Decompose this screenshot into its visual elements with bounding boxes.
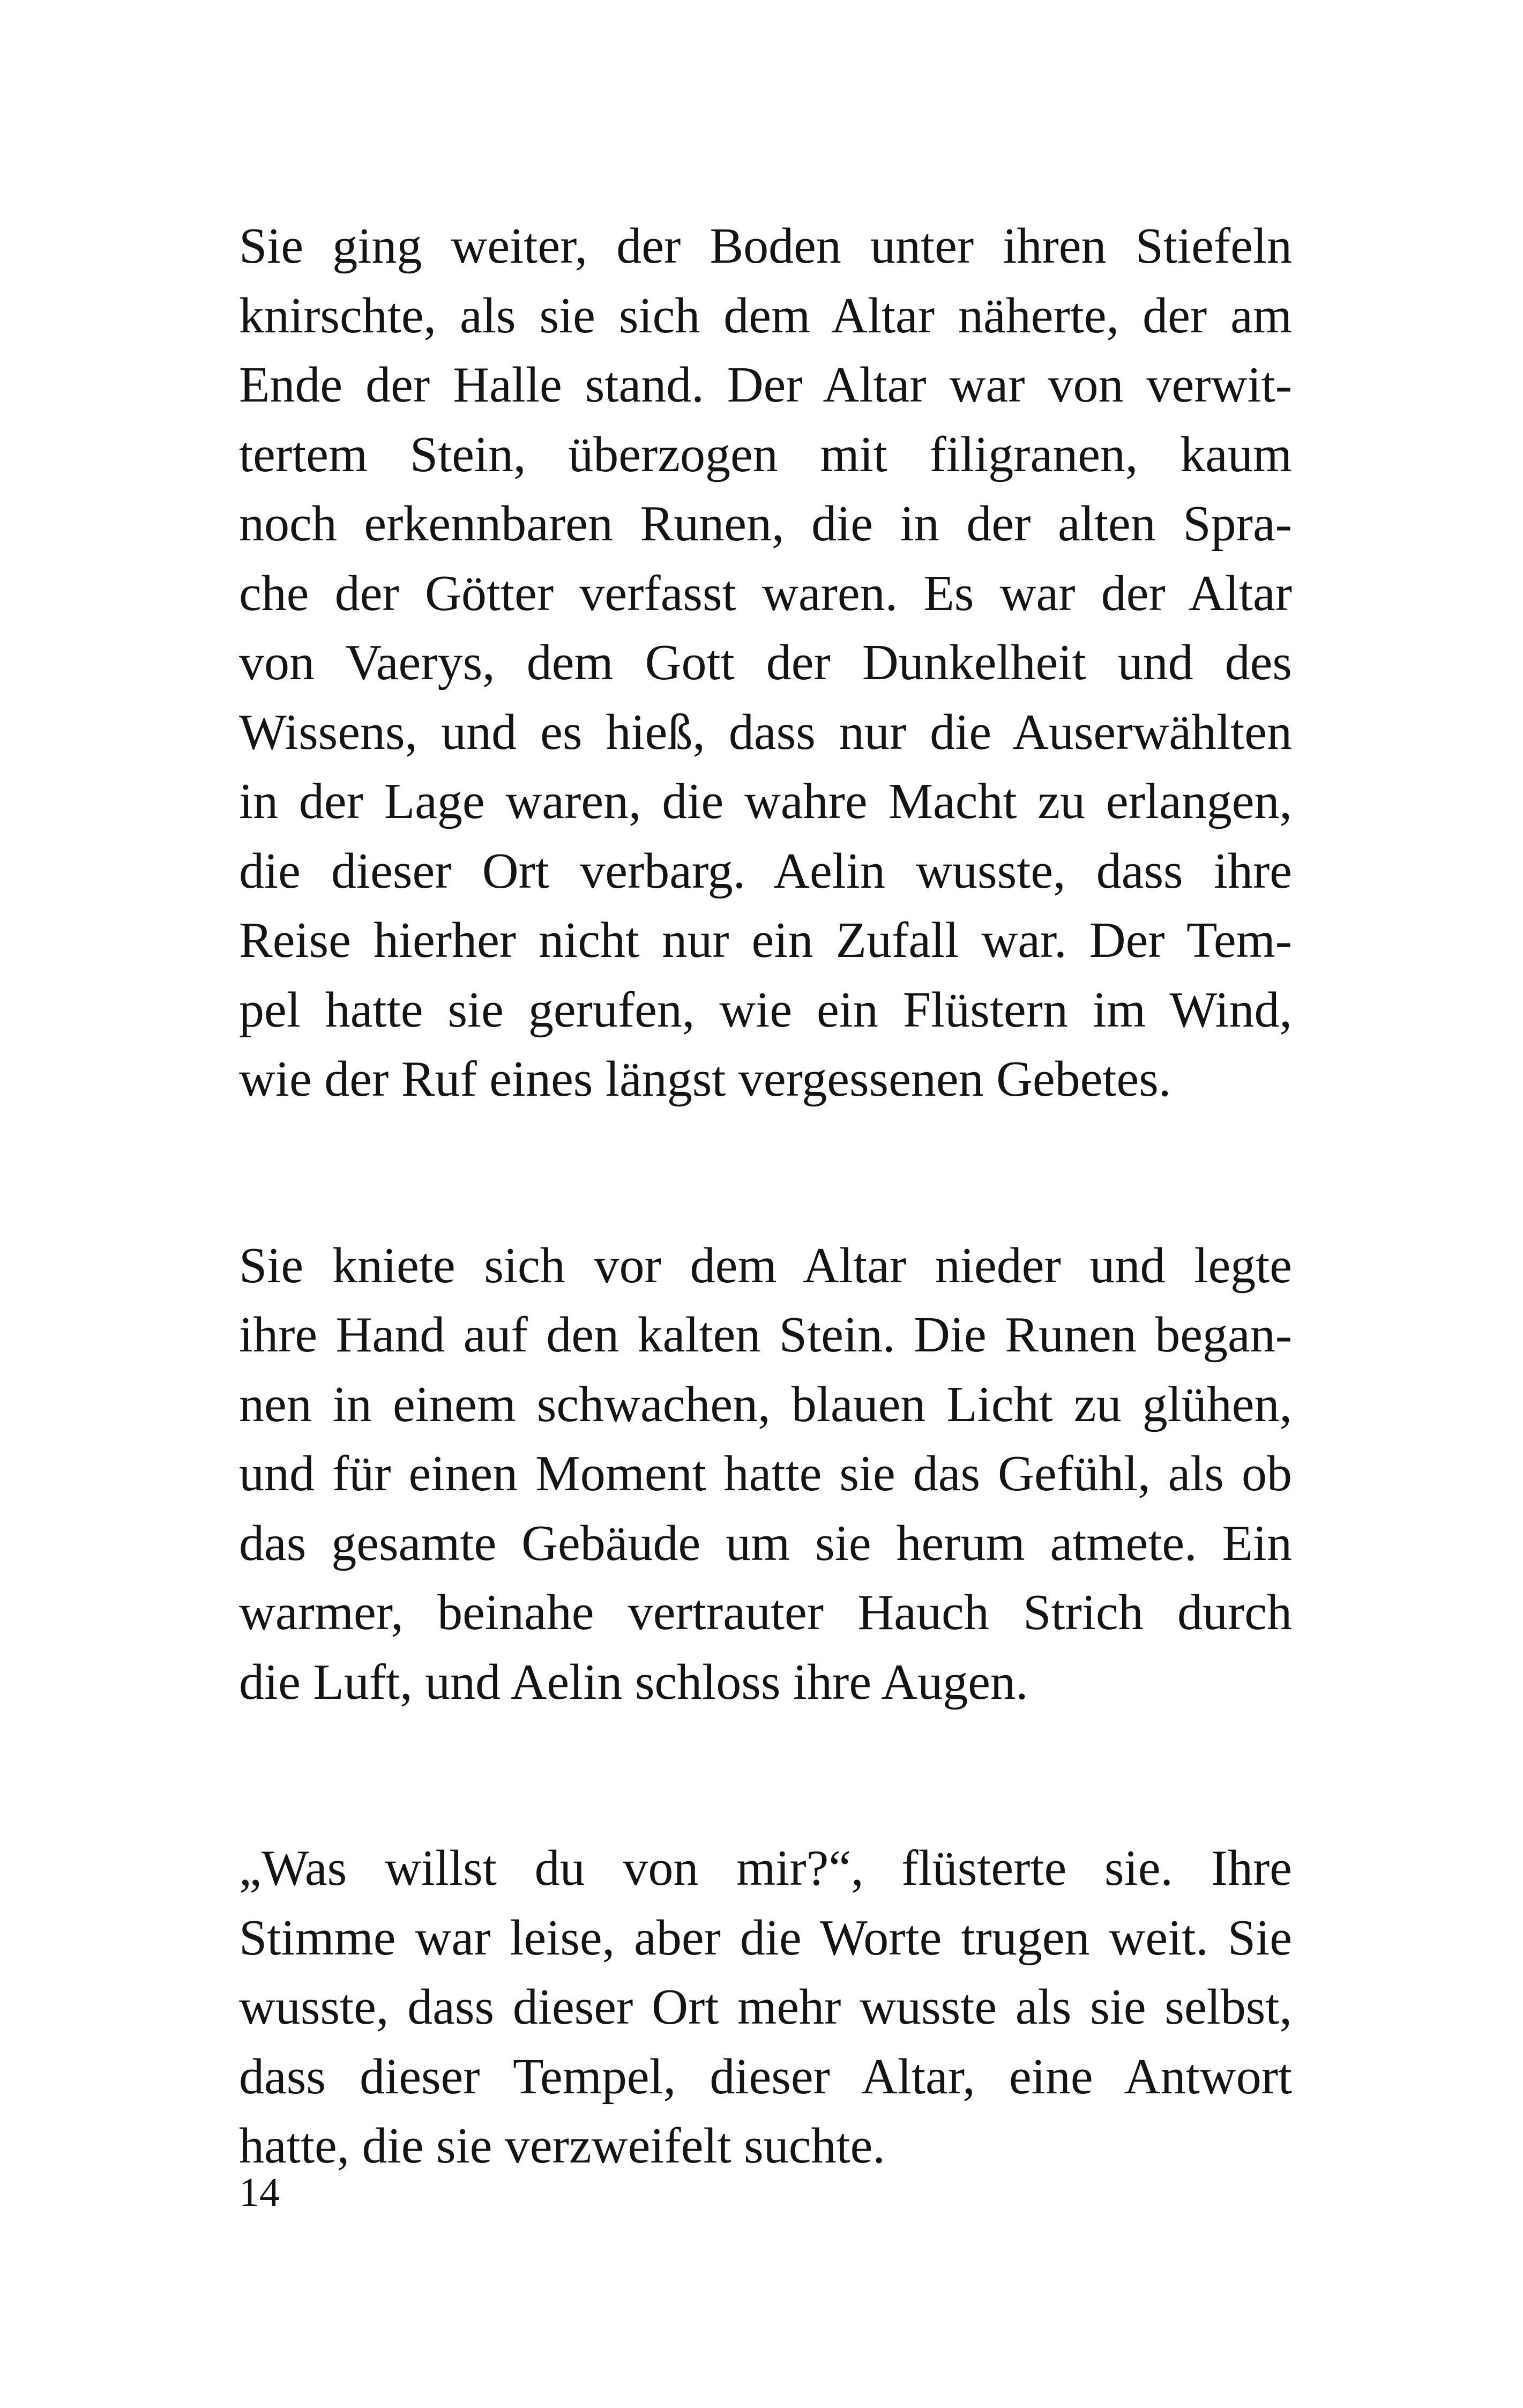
text-line: „Was willst du von mir?“, flüsterte sie. Ihre (239, 1840, 1292, 1896)
text-line: Sie kniete sich vor dem Altar nieder und legte (239, 1237, 1292, 1294)
text-line: Wissens, und es hieß, dass nur die Auserwählten (239, 704, 1292, 760)
text-line: Ende der Halle stand. Der Altar war von verwit- (239, 357, 1292, 413)
text-line: ihre Hand auf den kalten Stein. Die Runen began- (239, 1307, 1292, 1363)
text-line: von Vaerys, dem Gott der Dunkelheit und des (239, 635, 1292, 690)
paragraph-1 (239, 212, 1292, 1114)
text-line: wie der Ruf eines längst vergessenen Gebetes. (239, 1051, 1171, 1107)
text-line: in der Lage waren, die wahre Macht zu erlangen, (239, 774, 1292, 829)
text-line: Reise hierher nicht nur ein Zufall war. Der Tem- (239, 912, 1292, 968)
paragraph-2 (239, 1231, 1292, 1718)
text-line: die Luft, und Aelin schloss ihre Augen. (239, 1654, 1028, 1710)
text-line: pel hatte sie gerufen, wie ein Flüstern im Wind, (239, 982, 1292, 1038)
page-number: 14 (239, 2170, 280, 2215)
text-line: und für einen Moment hatte sie das Gefühl, als ob (239, 1446, 1292, 1502)
text-line: noch erkennbaren Runen, die in der alten Spra- (239, 496, 1292, 552)
text-line: die dieser Ort verbarg. Aelin wusste, dass ihre (239, 843, 1292, 899)
paragraph-spacer (239, 1114, 1292, 1231)
text-line: wusste, dass dieser Ort mehr wusste als sie selbst, (239, 1979, 1292, 2035)
paragraph-spacer (239, 1717, 1292, 1834)
text-line: knirschte, als sie sich dem Altar näherte, der am (239, 287, 1292, 344)
text-line: Sie ging weiter, der Boden unter ihren Stiefeln (239, 218, 1292, 274)
text-line: hatte, die sie verzweifelt suchte. (239, 2118, 885, 2174)
paragraph-3 (239, 1834, 1292, 2181)
text-line: che der Götter verfasst waren. Es war der Altar (239, 565, 1292, 621)
text-line: Stimme war leise, aber die Worte trugen weit. Sie (239, 1909, 1292, 1966)
text-line: warmer, beinahe vertrauter Hauch Strich durch (239, 1585, 1292, 1640)
text-line: nen in einem schwachen, blauen Licht zu glühen, (239, 1376, 1292, 1432)
text-line: tertem Stein, überzogen mit filigranen, kaum (239, 426, 1292, 482)
text-line: das gesamte Gebäude um sie herum atmete. Ein (239, 1515, 1292, 1571)
text-line: dass dieser Tempel, dieser Altar, eine Antwort (239, 2048, 1292, 2105)
body-text (239, 212, 1292, 2181)
